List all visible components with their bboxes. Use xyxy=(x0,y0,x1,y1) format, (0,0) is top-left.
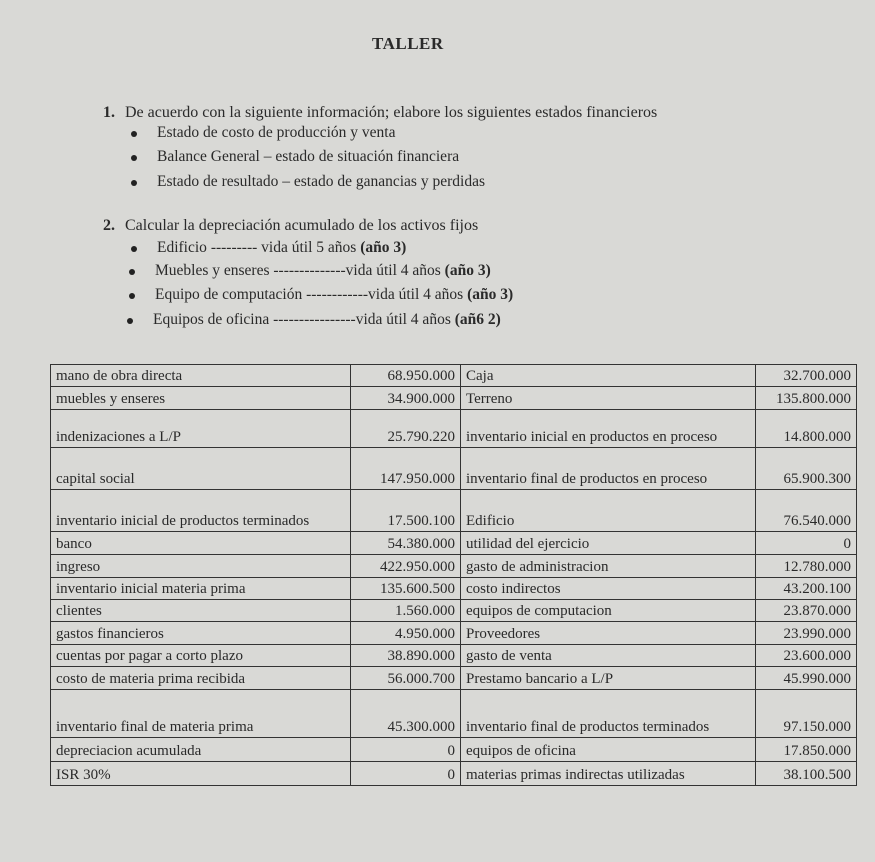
account-value: 17.850.000 xyxy=(756,738,857,762)
account-name: banco xyxy=(51,532,351,555)
account-name: Prestamo bancario a L/P xyxy=(461,667,756,690)
question-2: 2. Calcular la depreciación acumulado de los activos fijos xyxy=(103,217,479,234)
bullet-item: Muebles y enseres --------------vida útil 4 años (año 3) xyxy=(155,262,491,279)
account-name: capital social xyxy=(51,448,351,490)
account-name: mano de obra directa xyxy=(51,365,351,387)
account-value: 43.200.100 xyxy=(756,578,857,600)
account-name: costo de materia prima recibida xyxy=(51,667,351,690)
account-name: equipos de computacion xyxy=(461,600,756,622)
financial-data-table xyxy=(50,364,857,786)
account-value: 76.540.000 xyxy=(756,490,857,532)
table-row xyxy=(51,600,857,622)
account-value: 34.900.000 xyxy=(351,387,461,410)
account-name: inventario final de materia prima xyxy=(51,690,351,738)
bullet-item: Balance General – estado de situación financiera xyxy=(157,148,460,165)
account-name: ingreso xyxy=(51,555,351,578)
question-1: 1. De acuerdo con la siguiente información; elabore los siguientes estados financieros xyxy=(103,104,658,121)
account-value: 4.950.000 xyxy=(351,622,461,645)
table-row xyxy=(51,490,857,532)
account-value: 0 xyxy=(351,762,461,786)
account-name: Caja xyxy=(461,365,756,387)
account-value: 23.990.000 xyxy=(756,622,857,645)
account-name: Terreno xyxy=(461,387,756,410)
table-row xyxy=(51,532,857,555)
account-name: costo indirectos xyxy=(461,578,756,600)
account-name: equipos de oficina xyxy=(461,738,756,762)
account-name: depreciacion acumulada xyxy=(51,738,351,762)
account-name: Proveedores xyxy=(461,622,756,645)
account-name: inventario final de productos en proceso xyxy=(461,448,756,490)
account-name: inventario inicial materia prima xyxy=(51,578,351,600)
account-name: inventario final de productos terminados xyxy=(461,690,756,738)
account-value: 38.100.500 xyxy=(756,762,857,786)
account-name: gasto de venta xyxy=(461,645,756,667)
table-row xyxy=(51,762,857,786)
bullet-item: Equipos de oficina ----------------vida útil 4 años (añ6 2) xyxy=(153,311,501,328)
table-row xyxy=(51,738,857,762)
account-value: 0 xyxy=(756,532,857,555)
account-value: 135.800.000 xyxy=(756,387,857,410)
bullet-item: Estado de resultado – estado de ganancias y perdidas xyxy=(157,173,485,190)
table-row xyxy=(51,387,857,410)
table-row xyxy=(51,555,857,578)
account-value: 23.600.000 xyxy=(756,645,857,667)
table-row xyxy=(51,645,857,667)
account-value: 25.790.220 xyxy=(351,410,461,448)
account-value: 14.800.000 xyxy=(756,410,857,448)
table-row xyxy=(51,410,857,448)
account-value: 23.870.000 xyxy=(756,600,857,622)
bullet-item: Equipo de computación ------------vida útil 4 años (año 3) xyxy=(155,286,514,303)
document-title: TALLER xyxy=(372,34,444,53)
table-row xyxy=(51,365,857,387)
account-value: 0 xyxy=(351,738,461,762)
account-value: 54.380.000 xyxy=(351,532,461,555)
account-name: gastos financieros xyxy=(51,622,351,645)
account-value: 17.500.100 xyxy=(351,490,461,532)
account-value: 12.780.000 xyxy=(756,555,857,578)
bullet-item: Estado de costo de producción y venta xyxy=(157,124,396,141)
account-name: inventario inicial de productos terminados xyxy=(51,490,351,532)
account-value: 32.700.000 xyxy=(756,365,857,387)
table-row xyxy=(51,667,857,690)
account-value: 45.990.000 xyxy=(756,667,857,690)
account-value: 135.600.500 xyxy=(351,578,461,600)
account-name: indenizaciones a L/P xyxy=(51,410,351,448)
account-name: utilidad del ejercicio xyxy=(461,532,756,555)
bullet-item: Edificio --------- vida útil 5 años (año 3) xyxy=(157,239,407,256)
account-name: ISR 30% xyxy=(51,762,351,786)
account-name: clientes xyxy=(51,600,351,622)
account-value: 45.300.000 xyxy=(351,690,461,738)
account-name: inventario inicial en productos en proceso xyxy=(461,410,756,448)
account-name: gasto de administracion xyxy=(461,555,756,578)
account-value: 56.000.700 xyxy=(351,667,461,690)
account-value: 147.950.000 xyxy=(351,448,461,490)
table-row xyxy=(51,578,857,600)
table-row xyxy=(51,690,857,738)
account-value: 65.900.300 xyxy=(756,448,857,490)
account-name: muebles y enseres xyxy=(51,387,351,410)
account-value: 422.950.000 xyxy=(351,555,461,578)
table-row xyxy=(51,622,857,645)
account-value: 97.150.000 xyxy=(756,690,857,738)
account-name: cuentas por pagar a corto plazo xyxy=(51,645,351,667)
account-value: 1.560.000 xyxy=(351,600,461,622)
account-name: materias primas indirectas utilizadas xyxy=(461,762,756,786)
account-value: 38.890.000 xyxy=(351,645,461,667)
account-value: 68.950.000 xyxy=(351,365,461,387)
table-row xyxy=(51,448,857,490)
account-name: Edificio xyxy=(461,490,756,532)
